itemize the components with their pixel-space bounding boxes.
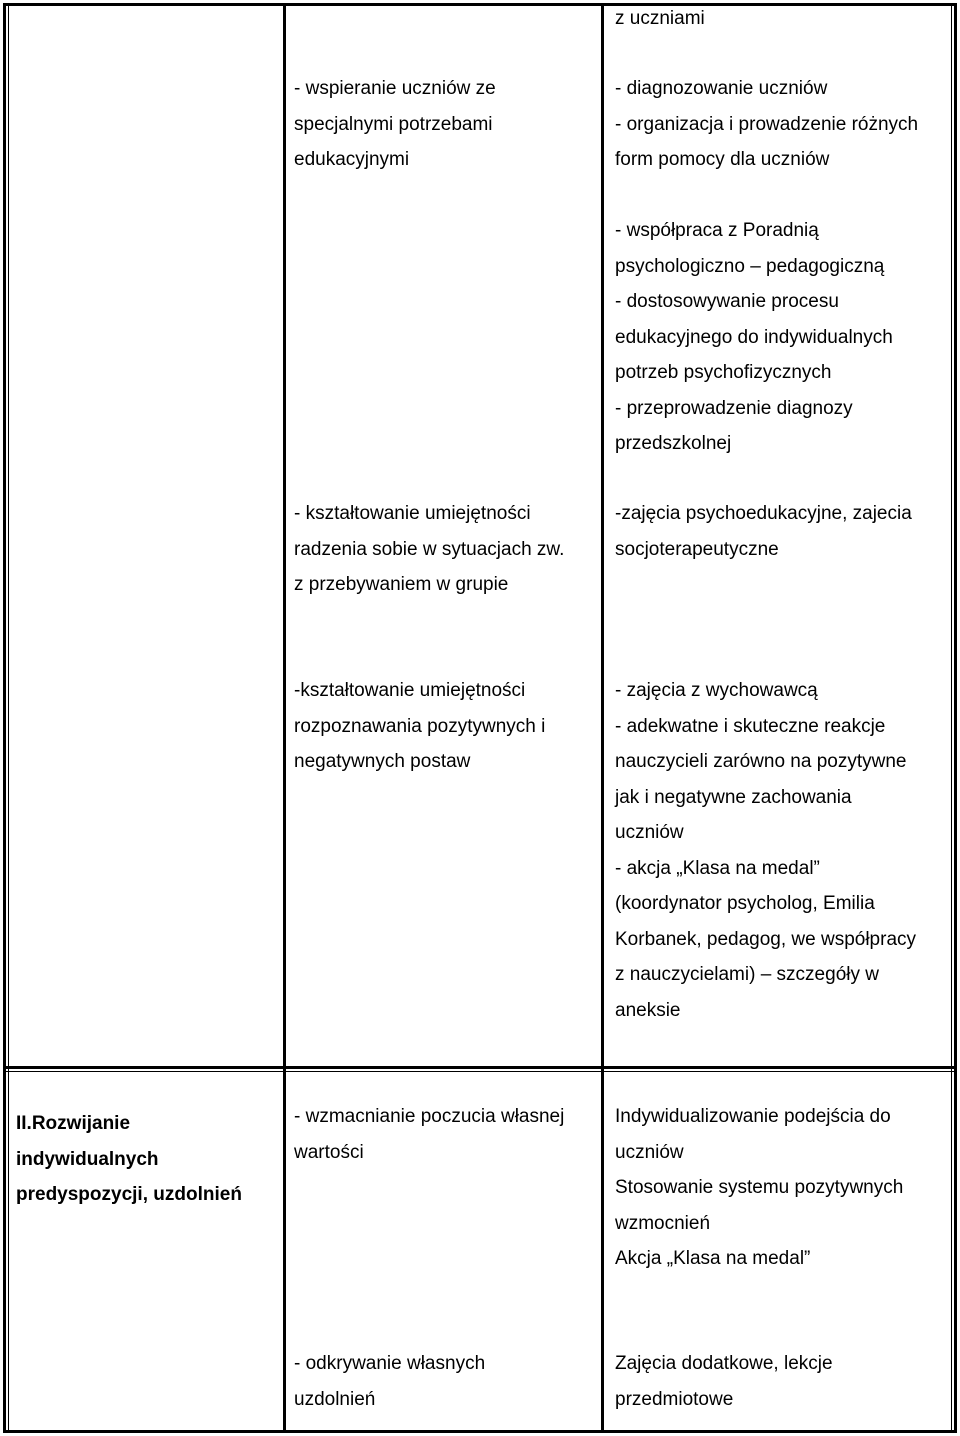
text-line: -zajęcia psychoedukacyjne, zajecia: [615, 503, 912, 524]
text-line: z nauczycielami) – szczegóły w: [615, 964, 879, 985]
cell-actions-special-needs: [615, 71, 918, 178]
table-border-bottom: [3, 1430, 957, 1433]
text-line: psychologiczno – pedagogiczną: [615, 255, 885, 277]
text-line: przedmiotowe: [615, 1388, 734, 1410]
text-line: Zajęcia dodatkowe, lekcje: [615, 1353, 833, 1374]
section-divider-inner: [3, 1071, 957, 1072]
text-line: - diagnozowanie uczniów: [615, 78, 828, 99]
text-line: nauczycieli zarówno na pozytywne: [615, 751, 907, 772]
text-line: wartości: [294, 1141, 364, 1163]
text-line: edukacyjnego do indywidualnych: [615, 326, 893, 348]
text-line: indywidualnych: [16, 1148, 159, 1170]
text-line: przedszkolnej: [615, 433, 732, 454]
column-divider-2: [601, 3, 604, 1433]
column-divider-1: [283, 3, 286, 1433]
text-line: Korbanek, pedagog, we współpracy: [615, 928, 917, 950]
text-line: radzenia sobie w sytuacjach zw.: [294, 538, 565, 560]
text-line: edukacyjnymi: [294, 149, 410, 170]
text-line: z przebywaniem w grupie: [294, 574, 509, 595]
text-line: - wzmacnianie poczucia własnej: [294, 1106, 565, 1127]
table-border-left-inner: [8, 3, 9, 1433]
table-border-right: [954, 3, 957, 1433]
text-line: aneksie: [615, 999, 681, 1021]
text-line: - współpraca z Poradnią: [615, 220, 819, 241]
text-line: - organizacja i prowadzenie różnych: [615, 113, 919, 135]
text-line: negatywnych postaw: [294, 751, 471, 772]
cell-goal-self-worth: [294, 1099, 564, 1170]
cell-goal-talents: [294, 1346, 485, 1417]
text-line: -kształtowanie umiejętności: [294, 680, 526, 701]
text-line: Stosowanie systemu pozytywnych: [615, 1177, 904, 1198]
text-line: - dostosowywanie procesu: [615, 291, 839, 312]
cell-goal-special-needs: [294, 71, 496, 178]
text-line: jak i negatywne zachowania: [615, 786, 852, 808]
cell-actions-self-worth: [615, 1099, 903, 1277]
text-line: uczniów: [615, 822, 684, 843]
cell-goal-attitudes: [294, 673, 545, 780]
text-line: uczniów: [615, 1141, 684, 1163]
text-line: (koordynator psycholog, Emilia: [615, 893, 875, 914]
text-line: II.Rozwijanie: [16, 1113, 131, 1134]
text-line: potrzeb psychofizycznych: [615, 362, 832, 383]
text-line: - przeprowadzenie diagnozy: [615, 397, 853, 419]
text-line: wzmocnień: [615, 1212, 711, 1234]
text-line: Indywidualizowanie podejścia do: [615, 1106, 891, 1127]
text-line: form pomocy dla uczniów: [615, 149, 830, 170]
text-line: specjalnymi potrzebami: [294, 113, 493, 135]
text-line: uzdolnień: [294, 1388, 376, 1410]
text-line: socjoterapeutyczne: [615, 538, 779, 560]
text-line: - zajęcia z wychowawcą: [615, 680, 818, 701]
text-line: - wspieranie uczniów ze: [294, 78, 496, 99]
text-line: - adekwatne i skuteczne reakcje: [615, 715, 886, 737]
cell-actions-talents: [615, 1346, 833, 1417]
text-line: Akcja „Klasa na medal”: [615, 1248, 811, 1269]
table-border-right-inner: [951, 3, 952, 1433]
cell-actions-attitudes: [615, 673, 916, 1028]
cell-continuation-text: z uczniami: [615, 8, 705, 29]
text-line: - akcja „Klasa na medal”: [615, 857, 820, 879]
text-line: predyspozycji, uzdolnień: [16, 1184, 242, 1205]
section-divider: [3, 1066, 957, 1069]
text-line: - odkrywanie własnych: [294, 1353, 486, 1374]
cell-actions-group-skills: [615, 496, 912, 567]
text-line: rozpoznawania pozytywnych i: [294, 715, 546, 737]
cell-goal-group-skills: [294, 496, 564, 603]
section-title-cell: [16, 1106, 242, 1213]
table-border-left: [3, 3, 6, 1433]
text-line: - kształtowanie umiejętności: [294, 503, 531, 524]
cell-actions-cooperation: [615, 213, 893, 462]
table-border-top: [3, 3, 957, 6]
